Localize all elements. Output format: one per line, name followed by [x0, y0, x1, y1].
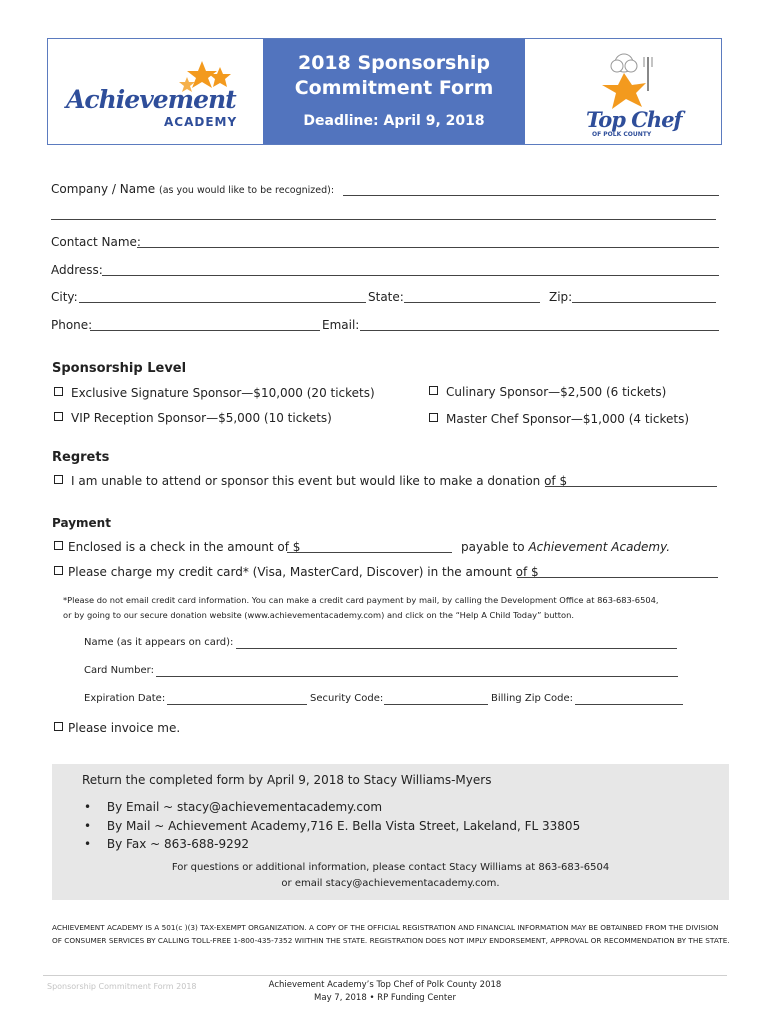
checkbox-icon[interactable]: [54, 475, 63, 484]
name-on-card-label: Name (as it appears on card):: [84, 637, 234, 648]
card-number-label: Card Number:: [84, 665, 154, 676]
sponsorship-heading: Sponsorship Level: [52, 361, 187, 376]
expiration-label: Expiration Date:: [84, 693, 166, 704]
credit-card-option[interactable]: Please charge my credit card* (Visa, MasterCard, Discover) in the amount of $: [54, 565, 539, 579]
checkbox-icon[interactable]: [54, 566, 63, 575]
deadline: Deadline: April 9, 2018: [303, 113, 485, 129]
security-code-label: Security Code:: [310, 693, 384, 704]
checkbox-icon[interactable]: [429, 413, 438, 422]
bullet-icon: •: [84, 837, 92, 851]
billing-zip-field[interactable]: [575, 704, 683, 705]
zip-label: Zip:: [549, 290, 573, 304]
top-chef-wordmark: Top Chef: [586, 107, 682, 132]
address-label: Address:: [51, 263, 103, 277]
logo-wordmark: Achievement: [66, 85, 236, 114]
state-label: State:: [368, 290, 404, 304]
contact-name-label: Contact Name:: [51, 235, 141, 249]
credit-amount-field[interactable]: [517, 577, 718, 578]
disclaimer: ACHIEVEMENT ACADEMY IS A 501(c )(3) TAX-EXEMPT ORGANIZATION. A COPY OF THE OFFICIAL REGISTRATION AND FINANCIAL INFORMATION MAY BE OBTAINBED FROM THE DIVISION OF CONSUMER SERVICES BY CALLING TOLL-FREE 1-800-435-7352 WIITHIN THE STATE. REGISTRATION DOES NOT IMPLY ENDORSEMENT, APPROVAL OR RECOMMENDATION BY THE STATE.: [52, 923, 730, 945]
bullet-fax: • By Fax ~ 863-688-9292: [84, 837, 250, 851]
company-field[interactable]: [343, 195, 719, 196]
footer-center: Achievement Academy’s Top Chef of Polk County 2018 May 7, 2018 • RP Funding Center: [268, 980, 502, 1003]
regrets-option[interactable]: I am unable to attend or sponsor this event but would like to make a donation of $: [54, 474, 567, 488]
footer-divider: [43, 975, 727, 976]
company-label: Company / Name (as you would like to be recognized):: [51, 182, 335, 196]
email-label: Email:: [322, 318, 360, 332]
payable-to: payable to Achievement Academy.: [461, 540, 671, 554]
bullet-email: • By Email ~ stacy@achievementacademy.com: [84, 800, 383, 814]
return-intro: Return the completed form by April 9, 2018 to Stacy Williams-Myers: [82, 773, 492, 787]
return-instructions-box: [52, 764, 729, 900]
billing-zip-label: Billing Zip Code:: [491, 693, 573, 704]
expiration-field[interactable]: [167, 704, 307, 705]
checkbox-icon[interactable]: [54, 722, 63, 731]
credit-card-note: *Please do not email credit card information. You can make a credit card payment by mail, by calling the Development Office at 863-683-6504, or by going to our secure donation website (www.achievementacademy.com) and click on the “Help A Child Today” button.: [63, 595, 659, 620]
culinary-option[interactable]: Culinary Sponsor—$2,500 (6 tickets): [429, 385, 666, 399]
top-chef-subtitle: OF POLK COUNTY: [592, 131, 652, 138]
city-label: City:: [51, 290, 78, 304]
checkbox-icon[interactable]: [54, 387, 63, 396]
phone-label: Phone:: [51, 318, 93, 332]
checkbox-icon[interactable]: [429, 386, 438, 395]
form-title: 2018 Sponsorship Commitment Form: [294, 52, 494, 99]
checkbox-icon[interactable]: [54, 541, 63, 550]
name-on-card-field[interactable]: [236, 648, 677, 649]
donation-amount-field[interactable]: [545, 486, 717, 487]
bullet-icon: •: [84, 800, 92, 814]
city-field[interactable]: [79, 302, 366, 303]
logo-subtitle: ACADEMY: [164, 115, 238, 129]
check-amount-field[interactable]: [287, 552, 452, 553]
phone-field[interactable]: [90, 330, 320, 331]
footer-left: Sponsorship Commitment Form 2018: [47, 982, 197, 991]
card-number-field[interactable]: [156, 676, 678, 677]
exclusive-option[interactable]: Exclusive Signature Sponsor—$10,000 (20 tickets): [54, 386, 375, 400]
header-title-panel: [263, 39, 525, 144]
checkbox-icon[interactable]: [54, 412, 63, 421]
zip-field[interactable]: [572, 302, 716, 303]
regrets-heading: Regrets: [52, 450, 110, 465]
master-chef-option[interactable]: Master Chef Sponsor—$1,000 (4 tickets): [429, 412, 689, 426]
contact-info: For questions or additional information, please contact Stacy Williams at 863-683-6504 or email stacy@achievementacademy.com.: [171, 862, 610, 889]
company-field-line2[interactable]: [51, 219, 716, 220]
bullet-mail: • By Mail ~ Achievement Academy,716 E. Bella Vista Street, Lakeland, FL 33805: [84, 819, 581, 833]
email-field[interactable]: [360, 330, 719, 331]
form-header: [47, 38, 722, 145]
security-code-field[interactable]: [384, 704, 488, 705]
state-field[interactable]: [404, 302, 540, 303]
invoice-option[interactable]: Please invoice me.: [54, 721, 180, 735]
top-chef-logo: [584, 47, 684, 142]
payment-heading: Payment: [52, 516, 111, 530]
address-field[interactable]: [102, 275, 719, 276]
vip-option[interactable]: VIP Reception Sponsor—$5,000 (10 tickets): [54, 411, 332, 425]
achievement-academy-logo: [64, 57, 249, 132]
bullet-icon: •: [84, 819, 92, 833]
check-option[interactable]: Enclosed is a check in the amount of $: [54, 540, 300, 554]
contact-name-field[interactable]: [137, 247, 719, 248]
